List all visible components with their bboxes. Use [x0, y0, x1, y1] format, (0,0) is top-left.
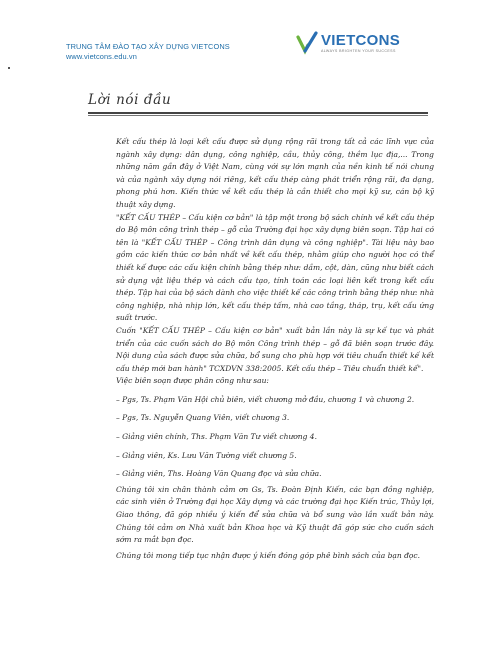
title-underline-thin — [88, 115, 428, 116]
v-check-icon — [296, 31, 318, 55]
preface-body — [116, 136, 434, 562]
paragraph: Chúng tôi xin chân thành cảm ơn Gs, Ts. Đoàn Định Kiến, các bạn đồng nghiệp, các sinh viên ở Trường đại học Xây dựng và các trường đại học Kiến trúc, Thủy lợi, Giao thông, đã góp nhiều ý kiến để sửa chữa và bổ sung vào lần xuất bản này. Chúng tôi cảm ơn Nhà xuất bản Khoa học và Kỹ thuật đã góp sức cho cuốn sách sớm ra mắt bạn đọc. — [116, 484, 434, 545]
header-org — [66, 42, 230, 62]
org-name: TRUNG TÂM ĐÀO TẠO XÂY DỰNG VIETCONS — [66, 42, 230, 51]
scan-dot — [8, 67, 10, 69]
paragraph: Cuốn "KẾT CẤU THÉP – Cấu kiện cơ bản" xuất bản lần này là sự kế tục và phát triển của các cuốn sách do Bộ môn Công trình thép – gỗ đã biên soạn trước đây. Nội dung của sách được sửa chữa, bổ sung cho phù hợp với tiêu chuẩn thiết kế kết cấu thép mới ban hành" TCXDVN 338:2005. Kết cấu thép – Tiêu chuẩn thiết kế". — [116, 325, 434, 373]
assignment-item: – Giảng viên chính, Ths. Phạm Văn Tư viết chương 4. — [116, 432, 317, 442]
paragraph: Chúng tôi mong tiếp tục nhận được ý kiến đóng góp phê bình sách của bạn đọc. — [116, 550, 421, 560]
title-underline — [88, 112, 428, 114]
assignment-item: – Pgs, Ts. Phạm Văn Hội chủ biên, viết chương mở đầu, chương 1 và chương 2. — [116, 394, 415, 404]
paragraph: "KẾT CẤU THÉP – Cấu kiện cơ bản" là tập một trong bộ sách chính về kết cấu thép do Bộ môn công trình thép – gỗ của Trường đại học xây dựng biên soạn. Tập hai có tên là "KẾT CẤU THÉP – Công trình dân dụng và công nghiệp". Tài liệu này bao gồm các kiến thức cơ bản nhất về kết cấu thép, nhằm giúp cho người học có thể thiết kế được các cấu kiện chính bằng thép như: dầm, cột, dàn, cũng như biết cách sử dụng vật liệu thép và cách cấu tạo, tính toán các loại liên kết trong kết cấu thép. Tập hai của bộ sách dành cho việc thiết kế các công trình bằng thép như: nhà công nghiệp, nhà nhịp lớn, kết cấu thép tấm, nhà cao tầng, tháp, trụ, kết cấu ứng suất trước. — [116, 212, 434, 323]
vietcons-logo — [296, 30, 400, 56]
paragraph: Kết cấu thép là loại kết cấu được sử dụng rộng rãi trong tất cả các lĩnh vực của ngành xây dựng: dân dụng, công nghiệp, cầu, thủy công, thềm lục địa,... Trong những năm gần đây ở Việt Nam, cùng với sự lớn mạnh của nền kinh tế nói chung và của ngành xây dựng nói riêng, kết cấu thép càng phát triển rộng rãi, đa dạng, phong phú hơn. Kiến thức về kết cấu thép là cần thiết cho mọi kỹ sư, cán bộ kỹ thuật xây dựng. — [116, 137, 434, 209]
paragraph: Việc biên soạn được phân công như sau: — [116, 376, 269, 386]
assignment-item: – Giảng viên, Ths. Hoàng Văn Quang đọc và sửa chữa. — [116, 469, 322, 479]
assignment-item: – Giảng viên, Ks. Lưu Văn Tường viết chương 5. — [116, 450, 297, 460]
logo-name: VIETCONS — [321, 32, 401, 49]
org-website-link[interactable]: www.vietcons.edu.vn — [66, 52, 137, 61]
logo-tagline: ALWAYS BRIGHTEN YOUR SUCCESS — [321, 49, 396, 53]
assignment-item: – Pgs, Ts. Nguyễn Quang Viên, viết chương 3. — [116, 413, 290, 423]
page-title: Lời nói đầu — [88, 92, 172, 108]
